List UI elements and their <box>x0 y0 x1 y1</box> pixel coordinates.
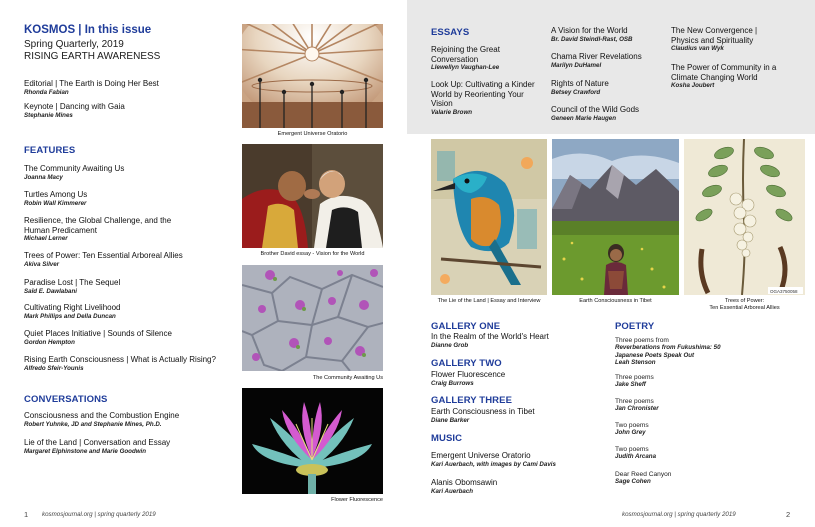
entry-author: Gordon Hempton <box>24 338 75 346</box>
botanical-photo <box>684 139 805 295</box>
entry-title: Quiet Places Initiative | Sounds of Silence <box>24 329 172 338</box>
entry-title: Two poems <box>615 446 649 453</box>
entry-title: A Vision for the World <box>551 26 628 35</box>
essays-heading: ESSAYS <box>431 27 470 38</box>
tibet-photo <box>552 139 679 295</box>
entry-author: Kari Auerbach, with images by Cami Davis <box>431 460 556 468</box>
toc-entry-poetry[interactable] <box>615 337 795 367</box>
entry-author: Marilyn DuHamel <box>551 61 602 69</box>
conversations-heading: CONVERSATIONS <box>24 394 108 405</box>
entry-title-italic: Reverberations from Fukushima: 50 <box>615 344 721 352</box>
entry-title: In the Realm of the World's Heart <box>431 332 549 341</box>
entry-title-cont: Conversation <box>431 54 479 64</box>
community-photo <box>242 265 383 371</box>
toc-entry-feature[interactable] <box>24 216 224 243</box>
toc-entry-essay[interactable] <box>551 79 667 96</box>
toc-entry-feature[interactable] <box>24 190 224 207</box>
entry-author: Judith Arcana <box>615 453 657 461</box>
entry-author: Llewellyn Vaughan-Lee <box>431 64 500 72</box>
entry-title: Turtles Among Us <box>24 190 88 199</box>
entry-author: Claudius van Wyk <box>671 45 724 53</box>
flower-caption: Flower Fluorescence <box>331 497 383 503</box>
entry-author: Mark Phillips and Della Duncan <box>24 312 116 320</box>
gallery-three-heading: GALLERY THREE <box>431 395 513 406</box>
entry-title: Alanis Obomsawin <box>431 478 498 487</box>
entry-title: The Power of Community in a <box>671 63 777 72</box>
entry-title: Rights of Nature <box>551 79 609 88</box>
entry-author: Joanna Macy <box>24 173 63 181</box>
entry-title: Two poems <box>615 422 649 429</box>
entry-author: Saïd E. Dawlabani <box>24 287 77 295</box>
monks-photo <box>242 144 383 248</box>
kingfisher-photo <box>431 139 547 295</box>
music-heading: MUSIC <box>431 433 463 444</box>
entry-author: Alfredo Sfeir-Younis <box>24 364 84 372</box>
toc-entry-poetry[interactable] <box>615 374 795 389</box>
footer-left: kosmosjournal.org | spring quarterly 2019 <box>42 511 156 518</box>
toc-entry-music[interactable] <box>431 451 611 468</box>
entry-title: Chama River Revelations <box>551 52 642 61</box>
toc-entry-essay[interactable] <box>551 26 667 43</box>
entry-author: Valarie Brown <box>431 108 473 116</box>
entry-title: Keynote | Dancing with Gaia <box>24 102 125 111</box>
entry-title: Dear Reed Canyon <box>615 471 672 478</box>
issue-theme: RISING EARTH AWARENESS <box>24 51 161 62</box>
toc-entry-essay[interactable] <box>671 63 801 90</box>
entry-title: Look Up: Cultivating a Kinder <box>431 80 535 89</box>
toc-entry-music[interactable] <box>431 478 611 495</box>
entry-title: Three poems <box>615 398 654 405</box>
kingfisher-caption: The Lie of the Land | Essay and Interview <box>437 298 541 304</box>
stamp-text: OGA3750058 <box>770 289 798 294</box>
entry-author: Michael Lerner <box>24 235 68 243</box>
brother-caption: Brother David essay - Vision for the World <box>260 251 365 257</box>
toc-entry-gallery[interactable] <box>431 332 601 349</box>
entry-title: Flower Fluorescence <box>431 370 506 379</box>
entry-title-cont: Physics and Spirituality <box>671 35 754 45</box>
flower-photo <box>242 388 383 494</box>
toc-entry-gallery[interactable] <box>431 370 601 387</box>
issue-season: Spring Quarterly, 2019 <box>24 39 124 50</box>
poetry-heading: POETRY <box>615 321 655 332</box>
entry-author: Br. David Steindl-Rast, OSB <box>551 35 633 43</box>
toc-entry-essay[interactable] <box>551 105 667 122</box>
entry-title: Earth Consciousness in Tibet <box>431 407 535 416</box>
entry-author: Rhonda Fabian <box>24 88 69 96</box>
entry-title: Council of the Wild Gods <box>551 105 640 114</box>
entry-title: Resilience, the Global Challenge, and the <box>24 216 172 225</box>
entry-title: Consciousness and the Combustion Engine <box>24 411 180 420</box>
toc-entry-essay[interactable] <box>431 45 547 72</box>
entry-author: Diane Barker <box>431 416 470 424</box>
toc-entry-keynote[interactable] <box>24 102 224 119</box>
entry-author: Margaret Elphinstone and Marie Goodwin <box>24 447 147 455</box>
toc-entry-gallery[interactable] <box>431 407 601 424</box>
toc-entry-essay[interactable] <box>671 26 801 53</box>
entry-title: Three poems from <box>615 337 669 344</box>
entry-title-cont: Human Predicament <box>24 225 97 235</box>
entry-author: Kari Auerbach <box>431 487 474 495</box>
toc-entry-poetry[interactable] <box>615 446 795 461</box>
toc-entry-poetry[interactable] <box>615 471 795 486</box>
toc-entry-feature[interactable] <box>24 303 224 320</box>
entry-author: Jake Sheff <box>615 381 646 389</box>
trees-caption-1: Trees of Power: <box>724 298 765 304</box>
entry-author: John Grey <box>615 429 646 437</box>
page-number-right: 2 <box>786 510 791 519</box>
toc-entry-feature[interactable] <box>24 251 224 268</box>
toc-entry-poetry[interactable] <box>615 422 795 437</box>
entry-title: Cultivating Right Livelihood <box>24 303 121 312</box>
entry-title: Rejoining the Great <box>431 45 500 54</box>
entry-author: Betsey Crawford <box>551 88 601 96</box>
toc-entry-essay[interactable] <box>551 52 667 69</box>
entry-title: The New Convergence | <box>671 26 758 35</box>
entry-title: Paradise Lost | The Sequel <box>24 278 121 287</box>
toc-entry-conversation[interactable] <box>24 411 224 428</box>
toc-entry-feature[interactable] <box>24 164 224 181</box>
oratorio-photo <box>242 24 383 128</box>
issue-brand: KOSMOS | In this issue <box>24 24 152 36</box>
entry-author: Leah Stenson <box>615 359 656 367</box>
features-heading: FEATURES <box>24 145 76 156</box>
entry-author: Geneen Marie Haugen <box>551 114 616 122</box>
toc-entry-feature[interactable] <box>24 355 234 372</box>
entry-author: Kosha Joubert <box>671 82 715 90</box>
entry-title-cont: World by Reorienting Your <box>431 89 524 99</box>
entry-author: Dianne Grob <box>431 341 469 349</box>
tibet-caption: Earth Consciousness in Tibet <box>579 298 652 304</box>
entry-title: Emergent Universe Oratorio <box>431 451 531 460</box>
entry-title: Rising Earth Consciousness | What is Actually Rising? <box>24 355 216 364</box>
entry-title-cont: Climate Changing World <box>671 72 758 82</box>
gallery-two-heading: GALLERY TWO <box>431 358 502 369</box>
entry-author: Robert Yuhnke, JD and Stephanie Mines, Ph.D. <box>24 420 162 428</box>
entry-author: Robin Wall Kimmerer <box>24 199 87 207</box>
entry-title-cont: Vision <box>431 99 453 109</box>
entry-author: Jan Chronister <box>615 405 659 413</box>
entry-title-italic: Japanese Poets Speak Out <box>615 351 695 359</box>
entry-title: Lie of the Land | Conversation and Essay <box>24 438 171 447</box>
footer-right: kosmosjournal.org | spring quarterly 2019 <box>622 511 736 518</box>
entry-author: Akiva Silver <box>24 260 60 268</box>
trees-caption-2: Ten Essential Arboreal Allies <box>709 305 780 311</box>
entry-title: Trees of Power: Ten Essential Arboreal Allies <box>24 251 183 260</box>
community-caption: The Community Awaiting Us <box>312 375 383 381</box>
entry-title: Three poems <box>615 374 654 381</box>
page-number-left: 1 <box>24 510 29 519</box>
toc-entry-conversation[interactable] <box>24 438 224 455</box>
toc-entry-editorial[interactable] <box>24 79 224 96</box>
entry-author: Craig Burrows <box>431 379 474 387</box>
entry-author: Sage Cohen <box>615 478 651 486</box>
entry-author: Stephanie Mines <box>24 111 73 119</box>
toc-entry-feature[interactable] <box>24 278 224 295</box>
toc-entry-essay[interactable] <box>431 80 549 116</box>
toc-entry-poetry[interactable] <box>615 398 795 413</box>
entry-title: The Community Awaiting Us <box>24 164 125 173</box>
oratorio-caption: Emergent Universe Oratorio <box>277 131 348 137</box>
toc-entry-feature[interactable] <box>24 329 224 346</box>
entry-title: Editorial | The Earth is Doing Her Best <box>24 79 159 88</box>
gallery-one-heading: GALLERY ONE <box>431 321 501 332</box>
